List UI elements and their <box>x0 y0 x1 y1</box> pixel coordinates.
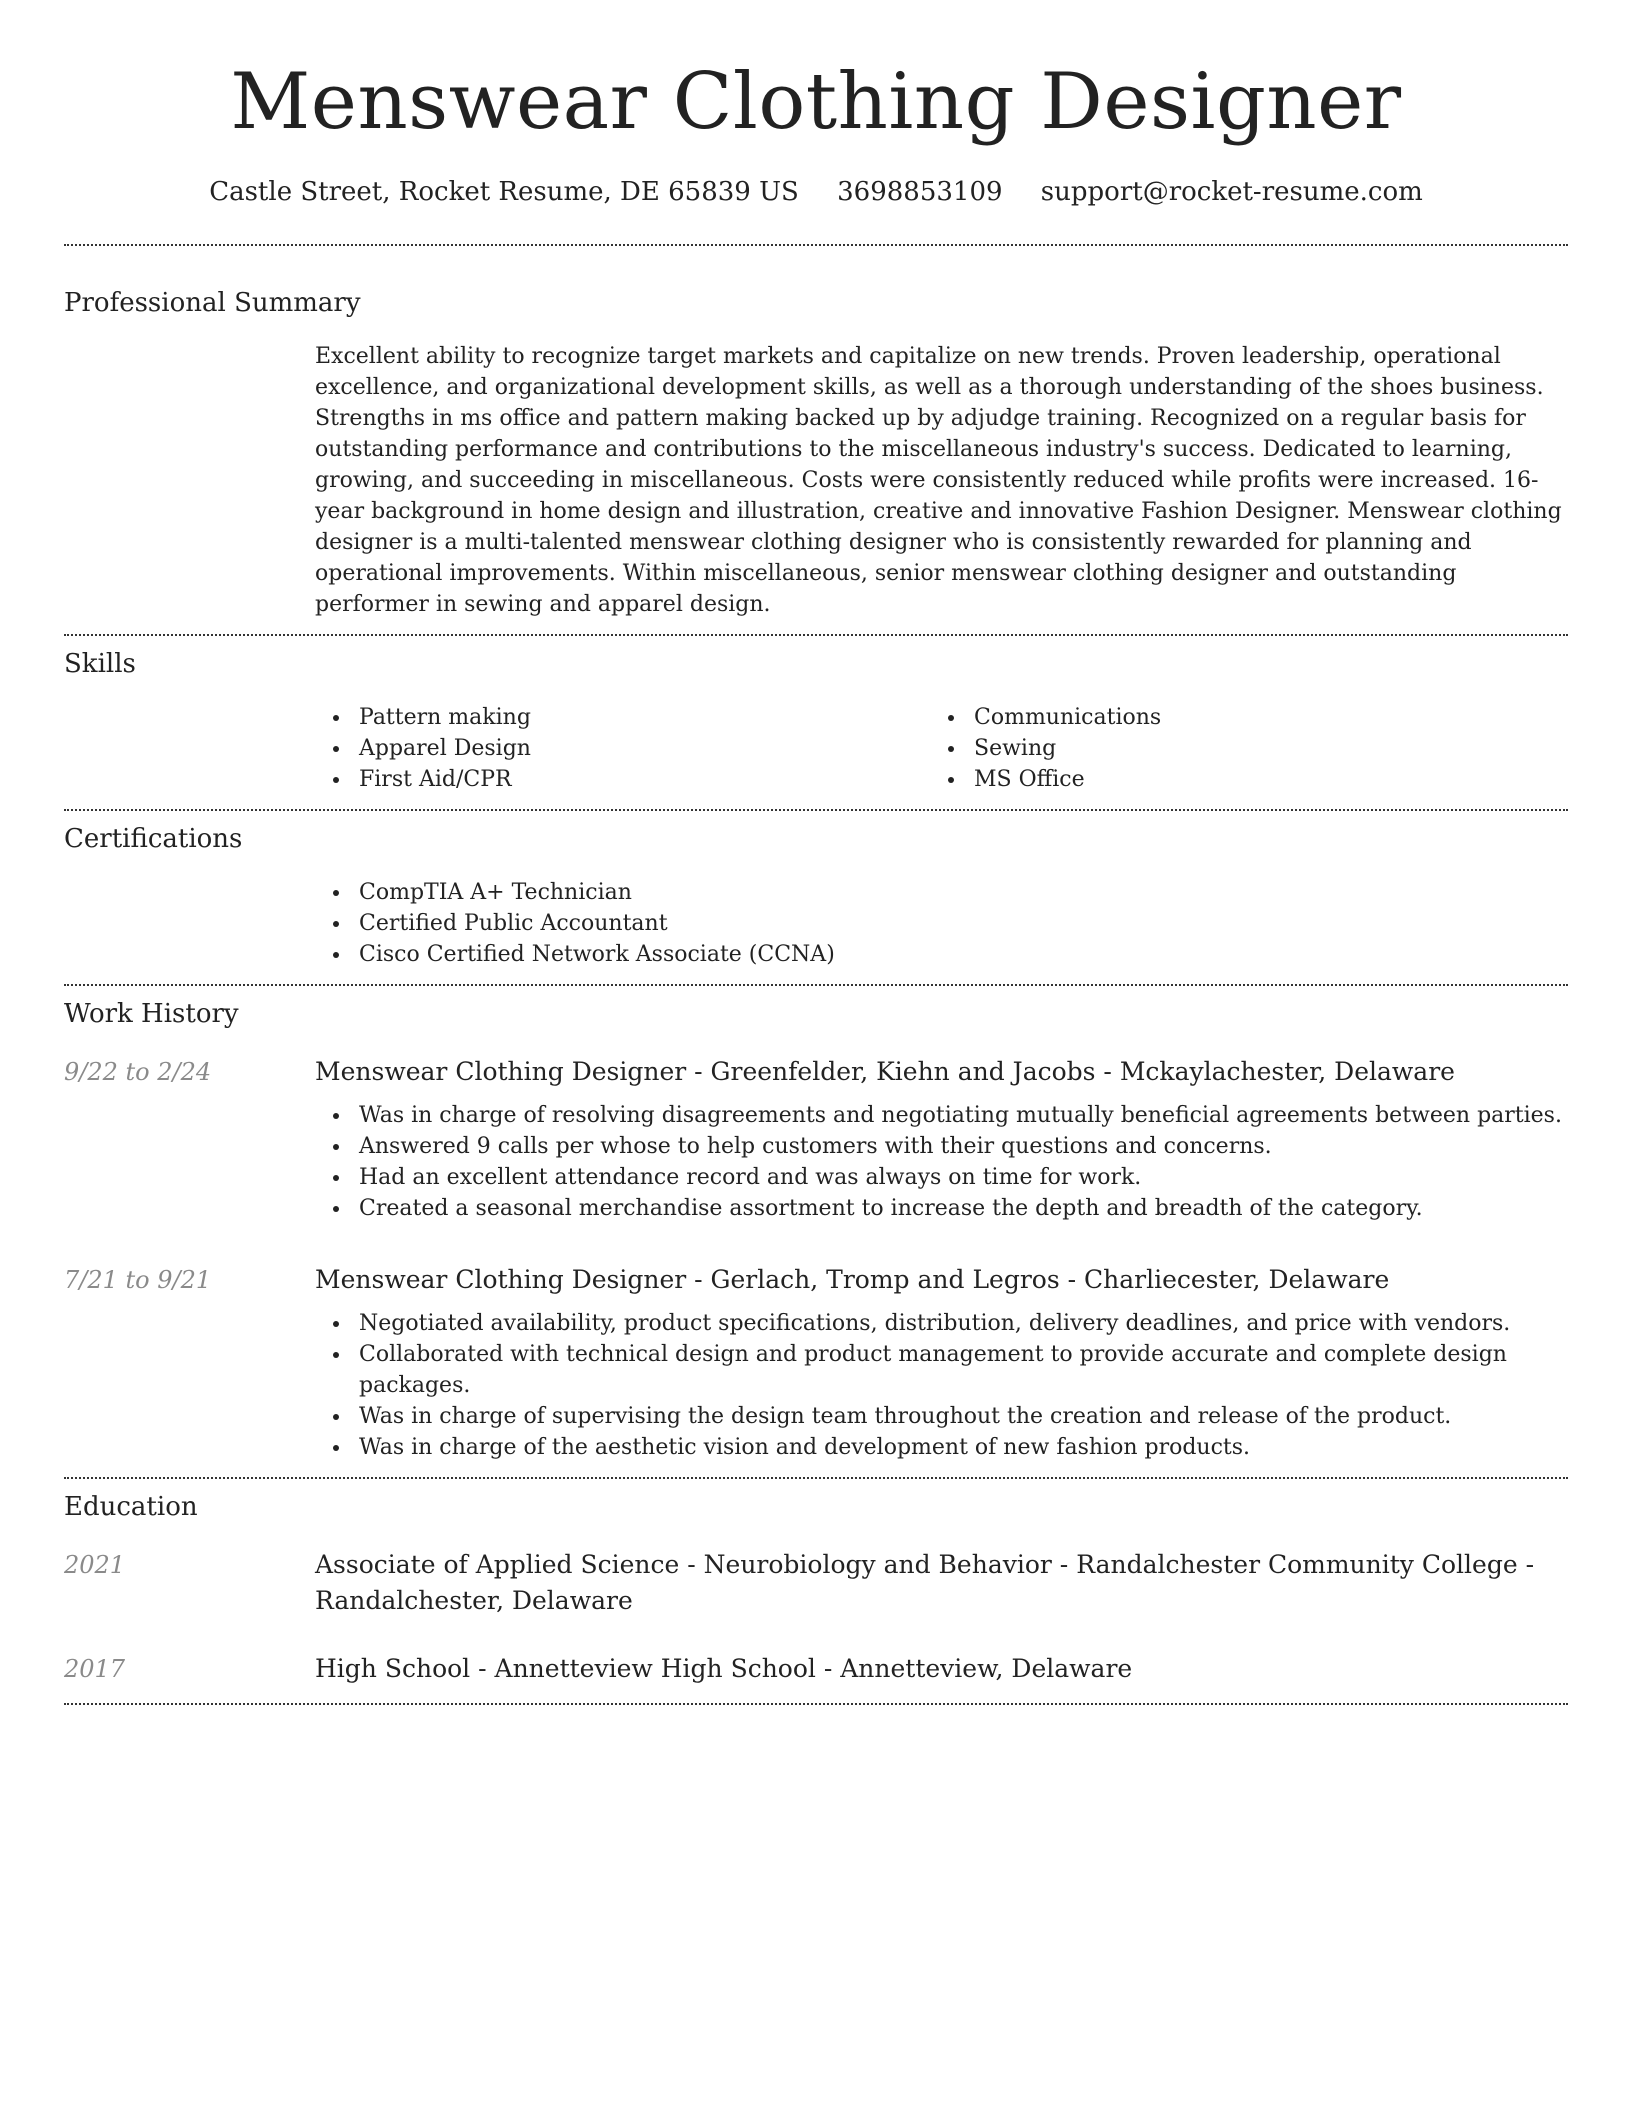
certification-item: CompTIA A+ Technician <box>315 877 1568 908</box>
job-entry <box>64 1262 1568 1463</box>
job-heading: Menswear Clothing Designer - Greenfelder, Kiehn and Jacobs - Mckaylachester, Delaware <box>315 1057 1455 1086</box>
education-section <box>64 1479 1568 1687</box>
skill-item: Sewing <box>930 733 1545 764</box>
job-duty-item: Was in charge of supervising the design team throughout the creation and release of the product. <box>315 1401 1568 1432</box>
job-duty-item: Collaborated with technical design and product management to provide accurate and complete design packages. <box>315 1339 1568 1401</box>
job-duty-item: Had an excellent attendance record and was always on time for work. <box>315 1162 1568 1193</box>
summary-section <box>64 246 1568 620</box>
job-duty-item: Was in charge of the aesthetic vision and development of new fashion products. <box>315 1432 1568 1463</box>
education-heading-text: High School - Annetteview High School - Annetteview, Delaware <box>315 1654 1133 1683</box>
certifications-heading: Certifications <box>64 824 243 854</box>
section-divider <box>64 1703 1568 1705</box>
education-heading: Education <box>64 1492 198 1522</box>
contact-email: support@rocket-resume.com <box>1040 177 1423 207</box>
contact-address: Castle Street, Rocket Resume, DE 65839 US <box>209 177 799 207</box>
skills-list-left <box>315 702 930 795</box>
skill-item: Apparel Design <box>315 733 930 764</box>
certification-item: Certified Public Accountant <box>315 908 1568 939</box>
skill-item: Pattern making <box>315 702 930 733</box>
job-dates: 7/21 to 9/21 <box>64 1266 212 1294</box>
skills-section <box>64 636 1568 795</box>
job-duty-item: Negotiated availability, product specifications, distribution, delivery deadlines, and price with vendors. <box>315 1308 1568 1339</box>
job-entry <box>64 1054 1568 1224</box>
contact-line <box>64 172 1568 212</box>
job-duties <box>315 1100 1568 1224</box>
education-entry <box>64 1547 1568 1619</box>
skill-item: First Aid/CPR <box>315 764 930 795</box>
work-history-heading: Work History <box>64 999 239 1029</box>
education-year: 2021 <box>64 1551 126 1579</box>
contact-phone: 3698853109 <box>837 177 1003 207</box>
resume-name: Menswear Clothing Designer <box>230 57 1402 147</box>
job-duties <box>315 1308 1568 1463</box>
summary-text: Excellent ability to recognize target markets and capitalize on new trends. Proven leadership, operational excellence, and organizational development skills, as well as a thorough understanding of the shoes business. Strengths in ms office and pattern making backed up by adjudge training. Recognized on a regular basis for outstanding performance and contributions to the miscellaneous industry's success. Dedicated to learning, growing, and succeeding in miscellaneous. Costs were consistently reduced while profits were increased. 16-year background in home design and illustration, creative and innovative Fashion Designer. Menswear clothing designer is a multi-talented menswear clothing designer who is consistently rewarded for planning and operational improvements. Within miscellaneous, senior menswear clothing designer and outstanding performer in sewing and apparel design. <box>315 344 1562 617</box>
job-duty-item: Created a seasonal merchandise assortment to increase the depth and breadth of the category. <box>315 1193 1568 1224</box>
work-history-section <box>64 986 1568 1463</box>
certifications-section <box>64 811 1568 970</box>
skills-list-right <box>930 702 1545 795</box>
job-heading: Menswear Clothing Designer - Gerlach, Tromp and Legros - Charliecester, Delaware <box>315 1265 1390 1294</box>
job-duty-item: Answered 9 calls per whose to help customers with their questions and concerns. <box>315 1131 1568 1162</box>
education-heading-text: Associate of Applied Science - Neurobiology and Behavior - Randalchester Community College - Randalchester, Delaware <box>315 1550 1535 1615</box>
certifications-list <box>315 877 1568 970</box>
certification-item: Cisco Certified Network Associate (CCNA) <box>315 939 1568 970</box>
skill-item: MS Office <box>930 764 1545 795</box>
job-dates: 9/22 to 2/24 <box>64 1058 212 1086</box>
job-duty-item: Was in charge of resolving disagreements and negotiating mutually beneficial agreements between parties. <box>315 1100 1568 1131</box>
education-year: 2017 <box>64 1655 126 1683</box>
education-entry <box>64 1651 1568 1687</box>
skill-item: Communications <box>930 702 1545 733</box>
summary-heading: Professional Summary <box>64 288 361 318</box>
skills-heading: Skills <box>64 649 136 679</box>
